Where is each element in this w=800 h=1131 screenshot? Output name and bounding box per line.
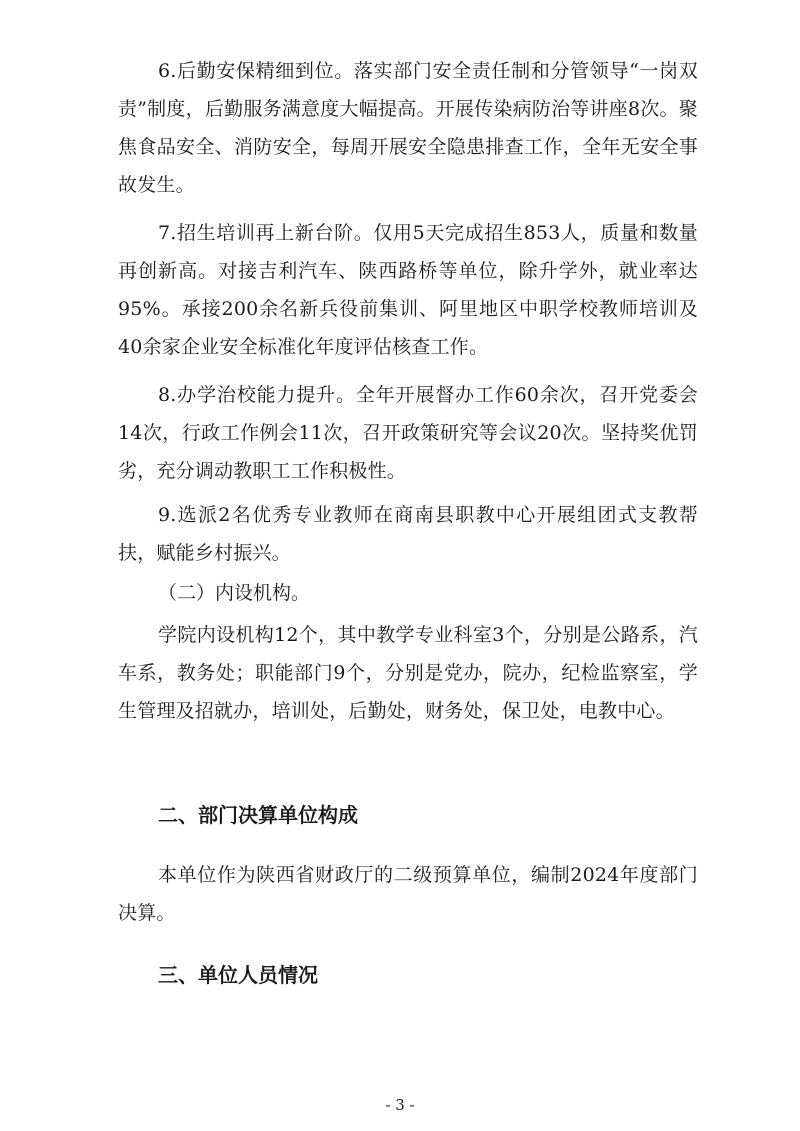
paragraph-logistics-security: 6.后勤安保精细到位。落实部门安全责任制和分管领导“一岗双责”制度，后勤服务满意度大幅提高。开展传染病防治等讲座8次。聚焦食品安全、消防安全，每周开展安全隐患排查工作，全年无安全事故发生。 [118,60,698,196]
paragraph-unit-composition: 本单位作为陕西省财政厅的二级预算单位，编制2024年度部门决算。 [118,864,698,924]
paragraph-rural-support: 9.选派2名优秀专业教师在商南县职教中心开展组团式支教帮扶，赋能乡村振兴。 [118,504,698,564]
page-number: - 3 - [385,1096,415,1114]
subheading-internal-organizations: （二）内设机构。 [158,582,311,604]
paragraph-enrollment-training: 7.招生培训再上新台阶。仅用5天完成招生853人，质量和数量再创新高。对接吉利汽车、陕西路桥等单位，除升学外，就业率达95%。承接200余名新兵役前集训、阿里地区中职学校教师培训及40余家企业安全标准化年度评估核查工作。 [118,222,698,358]
paragraph-internal-organizations: 学院内设机构12个，其中教学专业科室3个，分别是公路系，汽车系，教务处；职能部门9个，分别是党办，院办，纪检监察室，学生管理及招就办，培训处，后勤处，财务处，保卫处，电教中心。 [118,624,698,722]
paragraph-school-governance: 8.办学治校能力提升。全年开展督办工作60余次，召开党委会14次，行政工作例会11次，召开政策研究等会议20次。坚持奖优罚劣，充分调动教职工工作积极性。 [118,384,698,482]
section-heading-unit-composition: 二、部门决算单位构成 [158,803,358,827]
section-heading-personnel: 三、单位人员情况 [158,963,318,987]
